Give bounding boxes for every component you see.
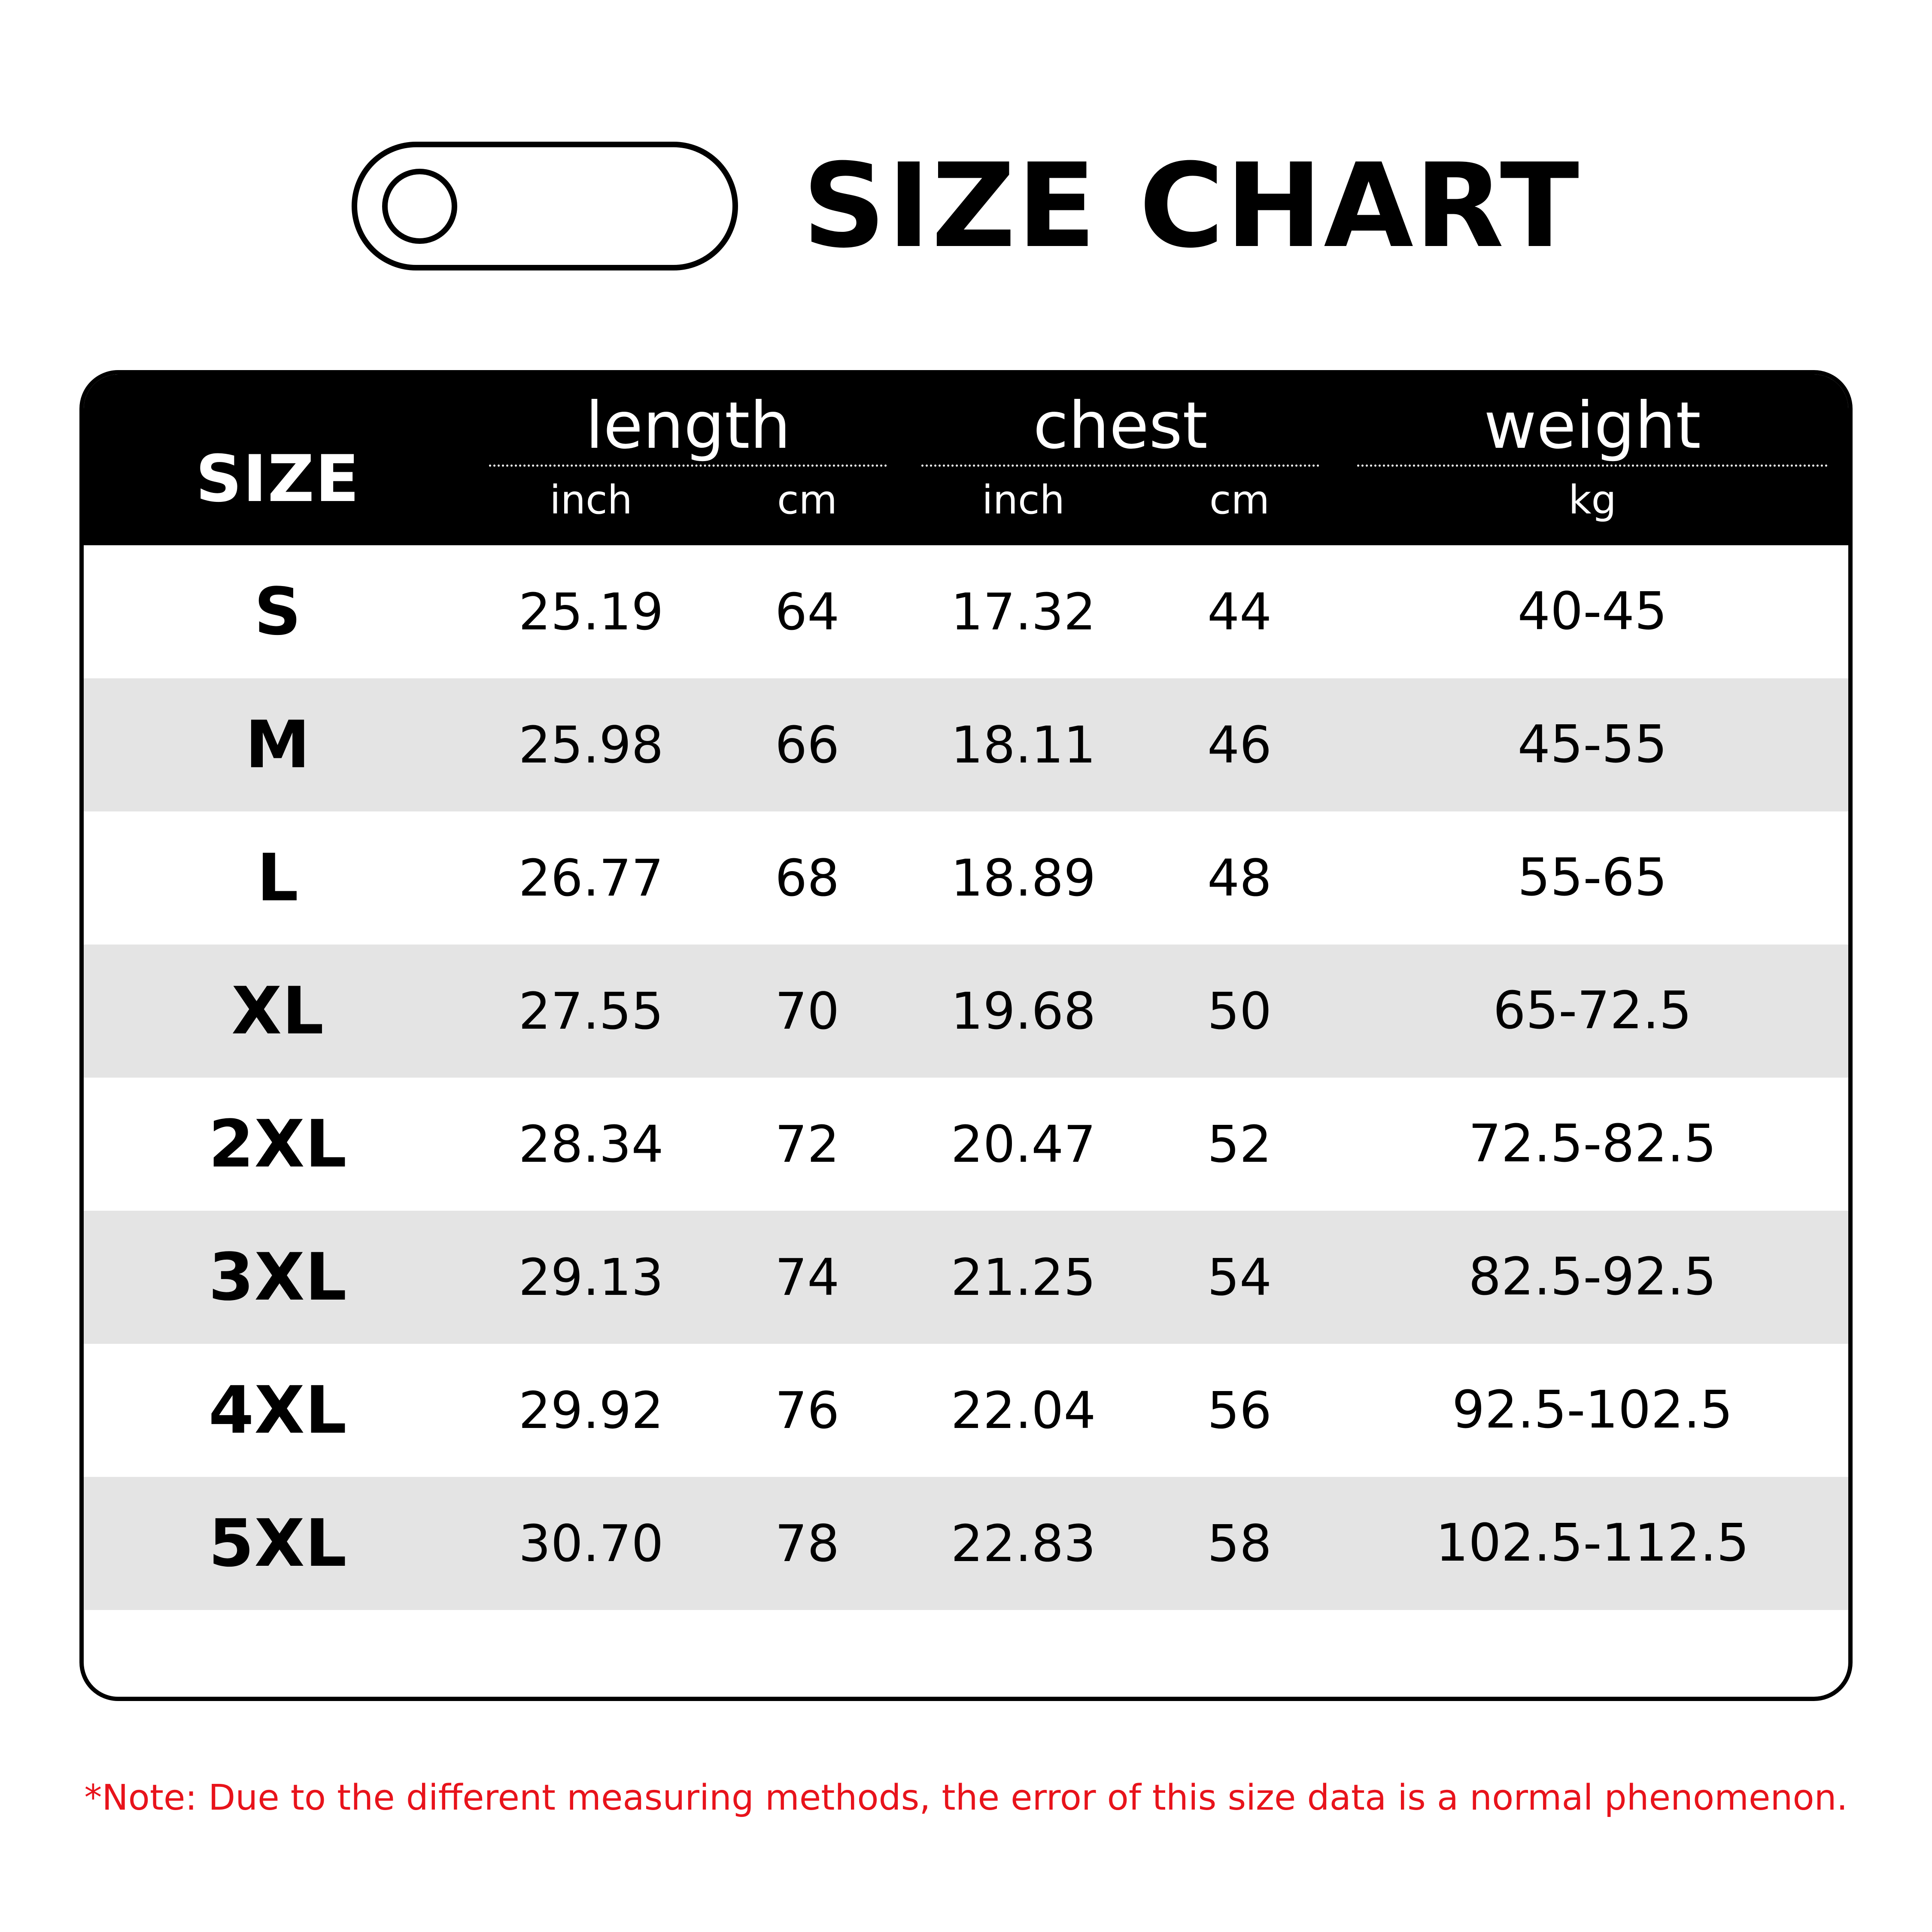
chart-header (0, 138, 1932, 273)
cell-weight-kg: 102.5-112.5 (1435, 1513, 1750, 1573)
column-group-weight (1337, 374, 1848, 474)
cell-length-cm: 76 (775, 1380, 840, 1440)
cell-size: 5XL (208, 1505, 347, 1581)
cell-chest-inch: 20.47 (951, 1114, 1096, 1174)
cell-length-inch: 29.92 (518, 1380, 664, 1440)
cell-length-cm: 70 (775, 981, 840, 1041)
cell-weight-kg: 40-45 (1517, 582, 1668, 641)
page-title: SIZE CHART (802, 138, 1581, 273)
cell-length-cm: 78 (775, 1513, 840, 1573)
cell-length-cm: 64 (775, 582, 840, 641)
cell-length-cm: 68 (775, 848, 840, 908)
cell-length-inch: 28.34 (518, 1114, 664, 1174)
cell-size: 4XL (208, 1372, 347, 1448)
column-group-weight-rule (1357, 465, 1828, 467)
cell-size: 3XL (208, 1239, 347, 1315)
size-note: *Note: Due to the different measuring methods, the error of this size data is a normal phenomenon. (84, 1777, 1848, 1818)
cell-chest-cm: 56 (1207, 1380, 1272, 1440)
cell-chest-inch: 22.83 (951, 1513, 1096, 1573)
column-header-length-cm: cm (777, 477, 838, 523)
cell-size: XL (231, 973, 325, 1049)
column-group-chest-rule (921, 465, 1319, 467)
cell-length-inch: 25.98 (518, 715, 664, 775)
cell-chest-inch: 21.25 (951, 1247, 1096, 1307)
cell-chest-inch: 22.04 (951, 1380, 1096, 1440)
toggle-knob-icon (382, 169, 457, 244)
cell-chest-inch: 19.68 (951, 981, 1096, 1041)
size-table-card (79, 370, 1853, 1701)
table-row (84, 1344, 1848, 1477)
column-group-chest (904, 374, 1337, 474)
table-row (84, 811, 1848, 945)
cell-size: L (257, 840, 299, 916)
table-row (84, 1477, 1848, 1610)
size-table (84, 374, 1848, 1610)
column-header-weight-kg: kg (1568, 477, 1616, 523)
cell-length-cm: 74 (775, 1247, 840, 1307)
cell-size: M (245, 707, 311, 783)
cell-length-inch: 30.70 (518, 1513, 664, 1573)
cell-chest-inch: 17.32 (951, 582, 1096, 641)
column-header-chest-cm: cm (1209, 477, 1270, 523)
column-group-weight-label: weight (1484, 389, 1701, 463)
column-group-length-label: length (585, 389, 791, 463)
cell-size: 2XL (208, 1106, 347, 1182)
cell-chest-inch: 18.11 (951, 715, 1096, 775)
column-group-length (472, 374, 904, 474)
cell-chest-cm: 44 (1207, 582, 1272, 641)
cell-chest-cm: 48 (1207, 848, 1272, 908)
cell-weight-kg: 55-65 (1517, 848, 1668, 908)
column-group-chest-label: chest (1033, 389, 1208, 463)
cell-chest-cm: 58 (1207, 1513, 1272, 1573)
cell-length-cm: 72 (775, 1114, 840, 1174)
table-header (84, 374, 1848, 545)
cell-length-inch: 27.55 (518, 981, 664, 1041)
cell-chest-cm: 46 (1207, 715, 1272, 775)
table-row (84, 1211, 1848, 1344)
cell-chest-cm: 52 (1207, 1114, 1272, 1174)
cell-weight-kg: 92.5-102.5 (1452, 1380, 1733, 1440)
cell-length-inch: 29.13 (518, 1247, 664, 1307)
cell-chest-cm: 54 (1207, 1247, 1272, 1307)
cell-weight-kg: 45-55 (1517, 715, 1668, 775)
column-header-length-inch: inch (550, 477, 632, 523)
cell-chest-cm: 50 (1207, 981, 1272, 1041)
table-row (84, 1078, 1848, 1211)
table-row (84, 545, 1848, 678)
table-row (84, 678, 1848, 811)
cell-weight-kg: 65-72.5 (1493, 981, 1692, 1041)
cell-length-cm: 66 (775, 715, 840, 775)
table-row (84, 945, 1848, 1078)
cell-length-inch: 26.77 (518, 848, 664, 908)
table-body (84, 545, 1848, 1610)
cell-chest-inch: 18.89 (951, 848, 1096, 908)
column-header-chest-inch: inch (982, 477, 1065, 523)
cell-length-inch: 25.19 (518, 582, 664, 641)
column-group-length-rule (489, 465, 887, 467)
column-header-size: SIZE (195, 441, 360, 516)
toggle-switch-icon (352, 142, 738, 270)
table-header-row-groups (84, 374, 1848, 474)
cell-weight-kg: 72.5-82.5 (1468, 1114, 1716, 1174)
cell-size: S (254, 574, 302, 650)
cell-weight-kg: 82.5-92.5 (1468, 1247, 1716, 1307)
